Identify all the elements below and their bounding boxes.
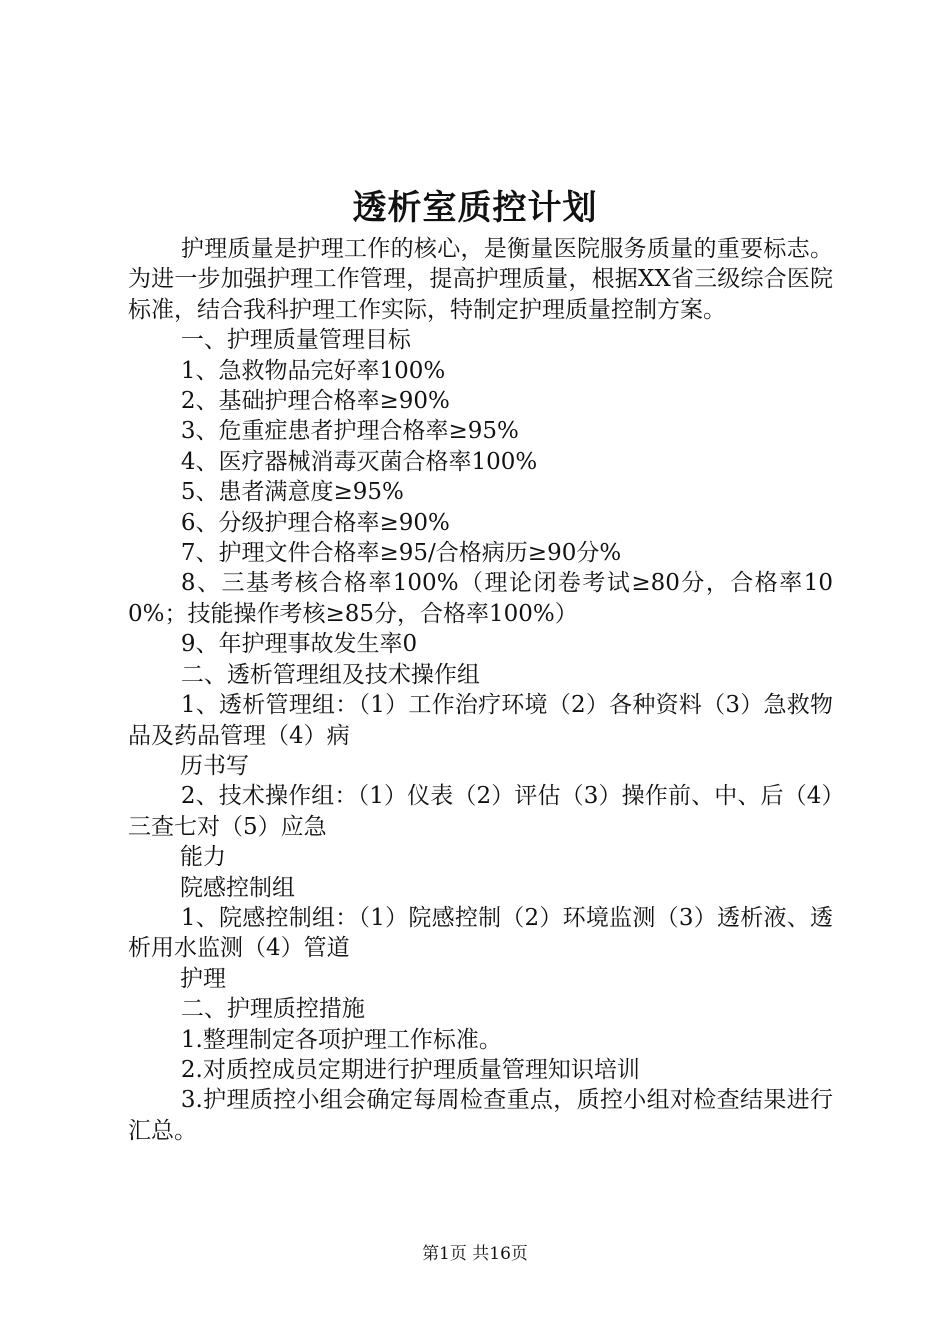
document-body bbox=[128, 234, 833, 1146]
goal-item: 5、患者满意度≥95% bbox=[180, 479, 404, 506]
goal-item: 3、危重症患者护理合格率≥95% bbox=[180, 418, 519, 445]
page-number-footer: 第1页 共16页 bbox=[422, 1244, 528, 1264]
section-heading-groups: 二、透析管理组及技术操作组 bbox=[180, 661, 480, 688]
group-item: 2、技术操作组：（1）仪表（2）评估（3）操作前、中、后（4）三查七对（5）应急 bbox=[128, 783, 833, 840]
goal-item: 7、护理文件合格率≥95/合格病历≥90分% bbox=[180, 540, 622, 567]
section-heading-measures: 二、护理质控措施 bbox=[180, 996, 365, 1023]
goal-item: 2、基础护理合格率≥90% bbox=[180, 388, 450, 415]
goal-item: 6、分级护理合格率≥90% bbox=[180, 509, 450, 536]
document-title: 透析室质控计划 bbox=[352, 188, 598, 228]
measure-item: 3.护理质控小组会确定每周检查重点，质控小组对检查结果进行汇总。 bbox=[128, 1087, 833, 1144]
goal-item: 4、医疗器械消毒灭菌合格率100% bbox=[180, 448, 538, 475]
measure-item: 1.整理制定各项护理工作标准。 bbox=[180, 1026, 502, 1053]
group-item: 1、院感控制组：（1）院感控制（2）环境监测（3）透析液、透析用水监测（4）管道 bbox=[128, 904, 833, 962]
measure-item: 2.对质控成员定期进行护理质量管理知识培训 bbox=[180, 1056, 640, 1083]
goal-item: 1、急救物品完好率100% bbox=[180, 357, 446, 384]
paragraph-intro: 护理质量是护理工作的核心，是衡量医院服务质量的重要标志。为进一步加强护理工作管理，提高护理质量，根据XX省三级综合医院标准，结合我科护理工作实际，特制定护理质量控制方案。 bbox=[128, 236, 833, 323]
group-item-continuation: 能力 bbox=[180, 844, 226, 871]
section-heading-goals: 一、护理质量管理目标 bbox=[180, 327, 411, 354]
group-item-continuation: 护理 bbox=[180, 965, 226, 992]
goal-item: 8、三基考核合格率100%（理论闭卷考试≥80分，合格率100%；技能操作考核≥85分，合格率100%） bbox=[128, 570, 833, 627]
group-item: 1、透析管理组：（1）工作治疗环境（2）各种资料（3）急救物品及药品管理（4）病 bbox=[128, 692, 833, 749]
goal-item: 9、年护理事故发生率0 bbox=[180, 631, 418, 658]
group-heading-infection-control: 院感控制组 bbox=[180, 874, 295, 901]
group-item-continuation: 历书写 bbox=[180, 752, 249, 779]
